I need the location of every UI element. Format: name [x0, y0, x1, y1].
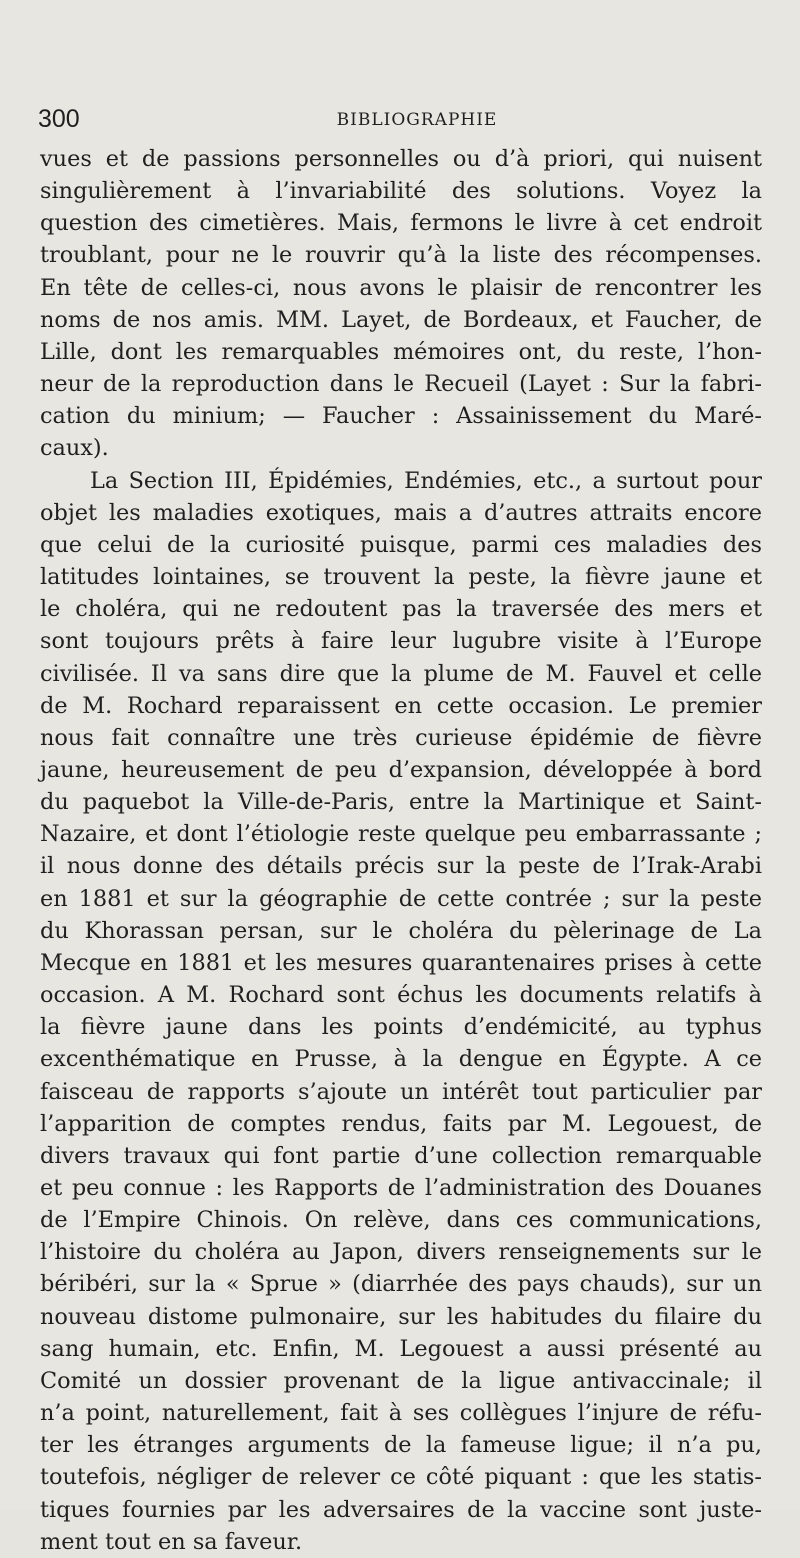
text-line: toutefois, négliger de relever ce côté piquant : que les statis-: [40, 1464, 762, 1491]
text-line: Comité un dossier provenant de la ligue antivaccinale; il: [40, 1367, 762, 1394]
text-line: nous fait connaître une très curieuse épidémie de fièvre: [40, 724, 762, 751]
text-line: le choléra, qui ne redoutent pas la traversée des mers et: [40, 596, 762, 623]
text-line: jaune, heureusement de peu d’expansion, développée à bord: [40, 756, 762, 783]
text-line: latitudes lointaines, se trouvent la peste, la fièvre jaune et: [40, 564, 762, 591]
text-line: singulièrement à l’invariabilité des solutions. Voyez la: [40, 178, 762, 205]
text-line: occasion. A M. Rochard sont échus les documents relatifs à: [40, 982, 762, 1009]
text-line: l’histoire du choléra au Japon, divers renseignements sur le: [40, 1239, 762, 1266]
text-line: nouveau distome pulmonaire, sur les habitudes du filaire du: [40, 1303, 762, 1330]
text-line: objet les maladies exotiques, mais a d’autres attraits encore: [40, 499, 762, 526]
text-line: civilisée. Il va sans dire que la plume de M. Fauvel et celle: [40, 660, 762, 687]
text-line: En tête de celles-ci, nous avons le plaisir de rencontrer les: [40, 274, 762, 301]
text-line: neur de la reproduction dans le Recueil (Layet : Sur la fabri-: [40, 371, 762, 398]
text-line: La Section III, Épidémies, Endémies, etc., a surtout pour: [90, 467, 762, 494]
text-line: la fièvre jaune dans les points d’endémicité, au typhus: [40, 1014, 762, 1041]
text-line: Lille, dont les remarquables mémoires ont, du reste, l’hon-: [40, 338, 762, 365]
text-line: en 1881 et sur la géographie de cette contrée ; sur la peste: [40, 885, 762, 912]
text-line: ter les étranges arguments de la fameuse ligue; il n’a pu,: [40, 1432, 762, 1459]
text-line: question des cimetières. Mais, fermons le livre à cet endroit: [40, 210, 762, 237]
text-line: de l’Empire Chinois. On relève, dans ces communications,: [40, 1207, 762, 1234]
text-line: du Khorassan persan, sur le choléra du pèlerinage de La: [40, 917, 762, 944]
text-line: Mecque en 1881 et les mesures quarantenaires prises à cette: [40, 949, 762, 976]
text-line: excenthématique en Prusse, à la dengue en Égypte. A ce: [40, 1046, 762, 1073]
text-line: troublant, pour ne le rouvrir qu’à la liste des récompenses.: [40, 242, 762, 269]
text-line: caux).: [40, 435, 109, 462]
page-number: 300: [38, 105, 80, 133]
page-header: [38, 102, 756, 136]
text-line: n’a point, naturellement, fait à ses collègues l’injure de réfu-: [40, 1400, 762, 1427]
text-line: de M. Rochard reparaissent en cette occasion. Le premier: [40, 692, 762, 719]
text-line: divers travaux qui font partie d’une collection remarquable: [40, 1142, 762, 1169]
text-line: béribéri, sur la « Sprue » (diarrhée des pays chauds), sur un: [40, 1271, 762, 1298]
text-line: il nous donne des détails précis sur la peste de l’Irak-Arabi: [40, 853, 762, 880]
text-line: l’apparition de comptes rendus, faits par M. Legouest, de: [40, 1110, 762, 1137]
text-line: faisceau de rapports s’ajoute un intérêt tout particulier par: [40, 1078, 762, 1105]
text-line: tiques fournies par les adversaires de la vaccine sont juste-: [40, 1496, 762, 1523]
text-line: que celui de la curiosité puisque, parmi ces maladies des: [40, 531, 762, 558]
text-line: cation du minium; — Faucher : Assainissement du Maré-: [40, 403, 762, 430]
text-line: sang humain, etc. Enfin, M. Legouest a aussi présenté au: [40, 1335, 762, 1362]
running-title: BIBLIOGRAPHIE: [336, 110, 498, 130]
body-text: [40, 143, 762, 1558]
text-line: et peu connue : les Rapports de l’administration des Douanes: [40, 1175, 762, 1201]
text-line: du paquebot la Ville-de-Paris, entre la Martinique et Saint-: [40, 789, 762, 816]
text-line: noms de nos amis. MM. Layet, de Bordeaux, et Faucher, de: [40, 306, 762, 333]
text-line: ment tout en sa faveur.: [40, 1528, 303, 1555]
text-line: sont toujours prêts à faire leur lugubre visite à l’Europe: [40, 628, 762, 655]
text-line: vues et de passions personnelles ou d’à priori, qui nuisent: [40, 146, 762, 172]
text-line: Nazaire, et dont l’étiologie reste quelque peu embarrassante ;: [40, 821, 762, 848]
